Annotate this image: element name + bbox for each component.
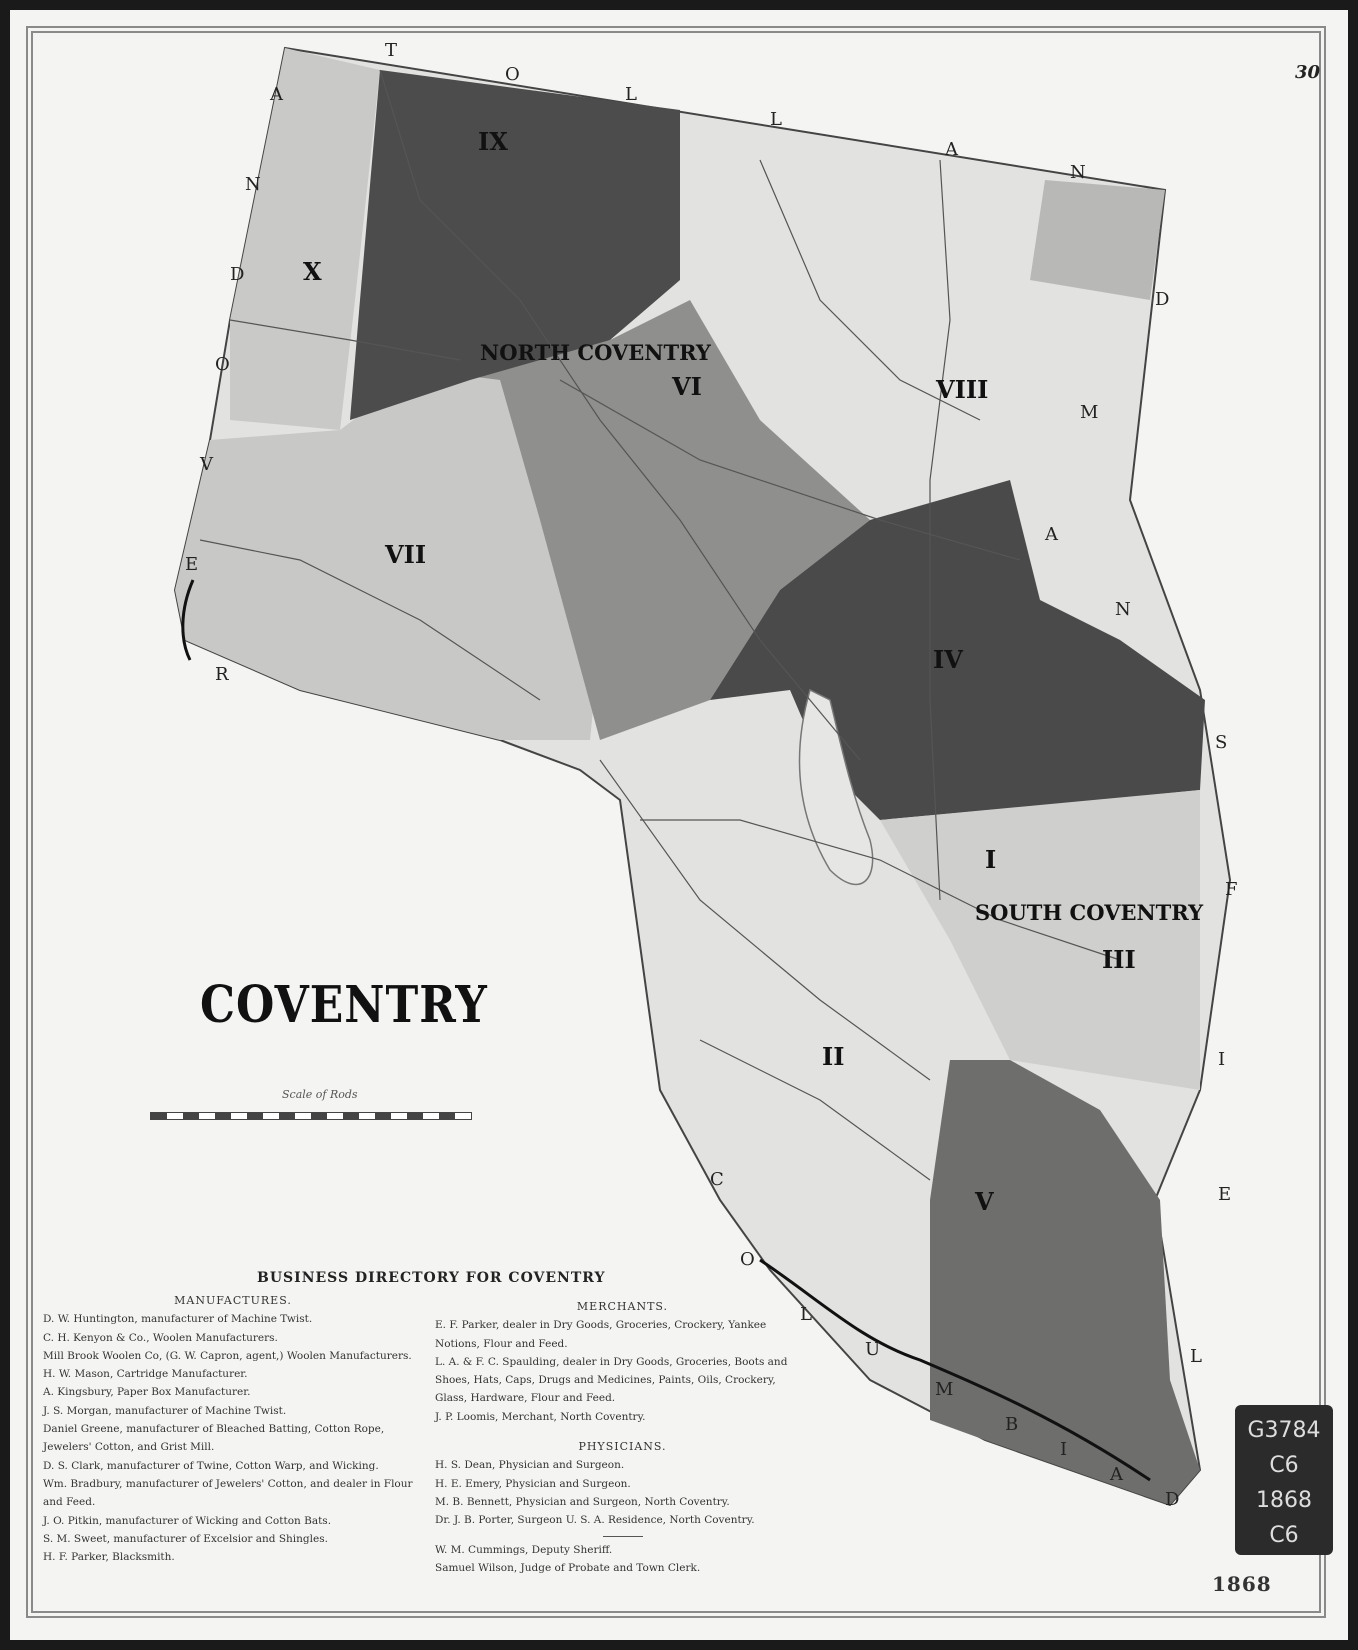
directory-entry: Dr. J. B. Porter, Surgeon U. S. A. Residence, North Coventry. — [435, 1514, 755, 1527]
manufactures-heading: MANUFACTURES. — [174, 1294, 292, 1307]
directory-entry: D. S. Clark, manufacturer of Twine, Cotton Warp, and Wicking. — [43, 1459, 379, 1472]
border-letter: L — [1190, 1346, 1202, 1367]
year-label: 1868 — [1212, 1572, 1272, 1596]
border-letter: B — [1005, 1414, 1019, 1435]
border-letter: L — [625, 84, 637, 105]
directory-heading: BUSINESS DIRECTORY FOR COVENTRY — [257, 1270, 606, 1286]
directory-entry: J. P. Loomis, Merchant, North Coventry. — [435, 1410, 646, 1423]
directory-entry: Samuel Wilson, Judge of Probate and Town Clerk. — [435, 1561, 701, 1574]
district-label: IV — [933, 645, 963, 674]
border-letter: R — [215, 664, 229, 685]
physicians-heading: PHYSICIANS. — [578, 1440, 667, 1454]
border-letter: L — [800, 1304, 812, 1325]
border-letter: A — [1045, 524, 1058, 545]
border-letter: N — [1070, 162, 1086, 183]
directory-entry: S. M. Sweet, manufacturer of Excelsior and Shingles. — [43, 1532, 328, 1545]
directory-entry: J. O. Pitkin, manufacturer of Wicking and Cotton Bats. — [43, 1514, 332, 1527]
district-label: II — [822, 1042, 845, 1071]
directory-entry: D. W. Huntington, manufacturer of Machine Twist. — [43, 1313, 313, 1326]
border-letter: S — [1215, 732, 1228, 753]
border-letter: O — [505, 64, 520, 85]
border-letter: N — [1115, 599, 1131, 620]
border-letter: N — [245, 174, 261, 195]
district-label: III — [1102, 945, 1136, 974]
border-letter: D — [1165, 1489, 1180, 1510]
district-label: I — [985, 845, 997, 874]
scale-caption: Scale of Rods — [282, 1088, 358, 1101]
directory-entry: J. S. Morgan, manufacturer of Machine Twist. — [43, 1404, 287, 1417]
border-letter: E — [185, 554, 199, 575]
border-letter: O — [740, 1249, 755, 1270]
border-letter: A — [1110, 1464, 1123, 1485]
directory-entry: Daniel Greene, manufacturer of Bleached Batting, Cotton Rope, Jewelers' Cotton, and Grist Mill. — [43, 1423, 385, 1454]
tolland-parcel — [1030, 180, 1165, 300]
scale-bar — [150, 1112, 472, 1120]
directory-entry: H. F. Parker, Blacksmith. — [43, 1551, 175, 1564]
border-letter: D — [1155, 289, 1170, 310]
stamp-line: G3784 — [1247, 1418, 1321, 1443]
merchants-heading: MERCHANTS. — [576, 1300, 669, 1313]
border-letter: U — [865, 1339, 881, 1360]
stamp-line: C6 — [1269, 1523, 1299, 1548]
directory-entry: A. Kingsbury, Paper Box Manufacturer. — [43, 1386, 251, 1399]
border-letter: E — [1218, 1184, 1232, 1205]
directory-entry: M. B. Bennett, Physician and Surgeon, North Coventry. — [435, 1495, 730, 1508]
border-letter: V — [200, 454, 213, 475]
directory-entry: E. F. Parker, dealer in Dry Goods, Groceries, Crockery, Yankee Notions, Flour and Feed. — [435, 1319, 767, 1350]
divider — [603, 1536, 643, 1537]
directory-entry: Wm. Bradbury, manufacturer of Jewelers' Cotton, and dealer in Flour and Feed. — [43, 1477, 413, 1509]
district-label: V — [975, 1187, 994, 1216]
village-label-north-coventry: NORTH COVENTRY — [480, 340, 711, 365]
border-letter: L — [770, 109, 782, 130]
directory-entry: H. S. Dean, Physician and Surgeon. — [435, 1459, 625, 1472]
directory-entry: L. A. & F. C. Spaulding, dealer in Dry Goods, Groceries, Boots and Shoes, Hats, Caps, Drugs and Medicines, Paints, Oils, Crockery, Glass, Hardware, Flour and Feed. — [435, 1355, 788, 1405]
district-label: X — [303, 257, 322, 286]
border-letter: T — [385, 40, 398, 61]
border-letter: A — [270, 84, 283, 105]
stamp-line: 1868 — [1256, 1488, 1312, 1513]
border-letter: I — [1060, 1439, 1068, 1460]
border-letter: M — [1080, 402, 1099, 423]
border-letter: I — [1218, 1049, 1226, 1070]
district-label: VII — [385, 540, 427, 569]
library-call-number-stamp — [1235, 1405, 1333, 1555]
border-letter: D — [230, 264, 245, 285]
district-label: VI — [672, 372, 702, 401]
directory-entry: Mill Brook Woolen Co, (G. W. Capron, agent,) Woolen Manufacturers. — [43, 1349, 412, 1362]
directory-entry: H. E. Emery, Physician and Surgeon. — [435, 1477, 631, 1490]
page-number: 30 — [1295, 62, 1321, 83]
border-letter: C — [710, 1169, 724, 1190]
directory-left-column — [43, 1292, 423, 1566]
border-letter: M — [935, 1379, 954, 1400]
district-label: VIII — [936, 375, 989, 404]
border-letter: F — [1225, 879, 1238, 900]
directory-entry: W. M. Cummings, Deputy Sheriff. — [435, 1543, 613, 1556]
directory-entry: H. W. Mason, Cartridge Manufacturer. — [43, 1368, 248, 1381]
village-label-south-coventry: SOUTH COVENTRY — [975, 900, 1204, 925]
directory-entry: C. H. Kenyon & Co., Woolen Manufacturers. — [43, 1331, 278, 1344]
directory-right-column — [435, 1298, 810, 1577]
district-label: IX — [478, 127, 508, 156]
border-letter: O — [215, 354, 230, 375]
border-letter: A — [945, 139, 958, 160]
stamp-line: C6 — [1269, 1453, 1299, 1478]
town-title: COVENTRY — [200, 976, 488, 1035]
